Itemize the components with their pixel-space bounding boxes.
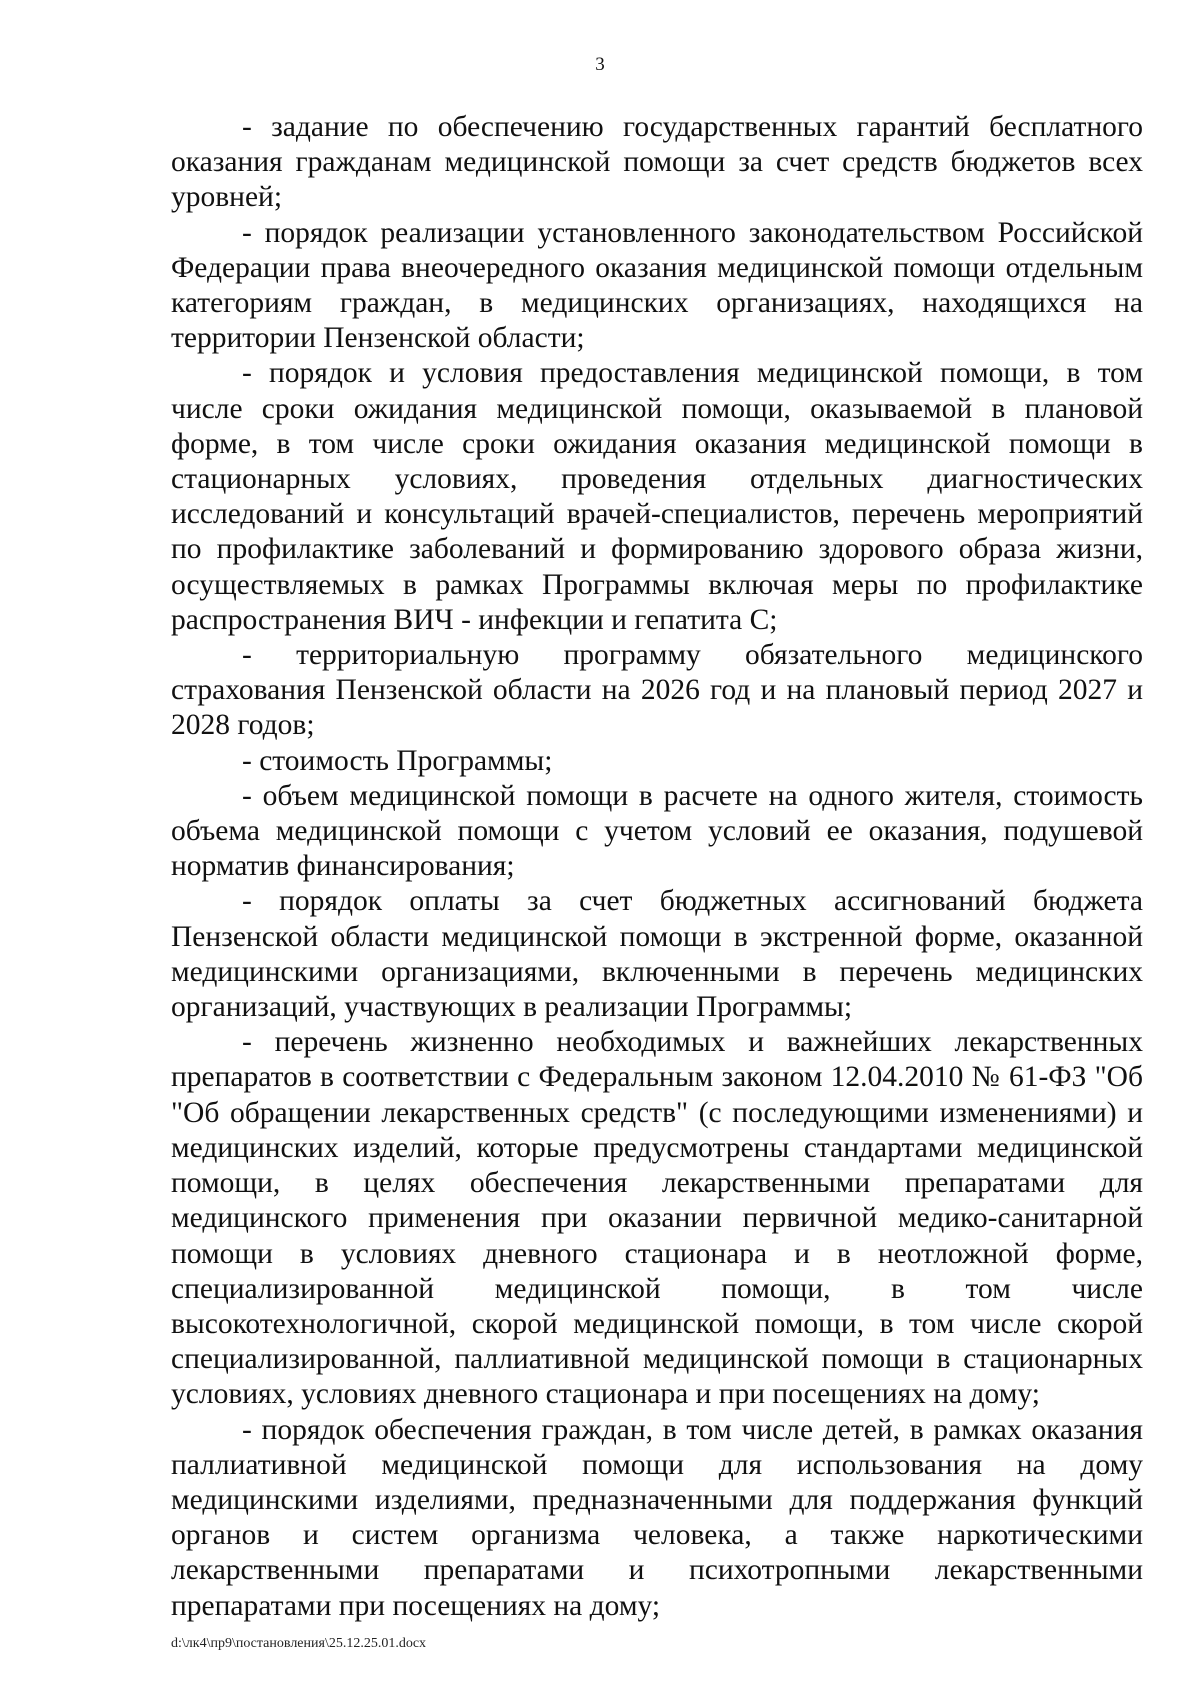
paragraph-program-cost: - стоимость Программы; — [242, 744, 553, 777]
paragraph-essential-drugs-list: - перечень жизненно необходимых и важнейших лекарственных препаратов в соответствии с Федеральным законом 12.04.2010 № 61-ФЗ "Об "Об обращении лекарственных средств" (с последующими изменениями) и медицинских изделий, которые предусмотрены стандартами медицинской помощи, в целях обеспечения лекарственными препаратами для медицинского применения при оказании первичной медико-санитарной помощи в условиях дневного стационара и в неотложной форме, специализированной медицинской помощи, в том числе высокотехнологичной, скорой медицинской помощи, в том числе скорой специализированной, паллиативной медицинской помощи в стационарных условиях, условиях дневного стационара и при посещениях на дому; — [171, 1026, 1143, 1411]
paragraph-oms-program: - территориальную программу обязательного медицинского страхования Пензенской области на 2026 год и на плановый период 2027 и 2028 годов; — [171, 639, 1143, 742]
paragraph-guarantees-task: - задание по обеспечению государственных гарантий бесплатного оказания гражданам медицинской помощи за счет средств бюджетов всех уровней; — [171, 111, 1143, 214]
paragraph-care-conditions: - порядок и условия предоставления медицинской помощи, в том числе сроки ожидания медицинской помощи, оказываемой в плановой форме, в том числе сроки ожидания оказания медицинской помощи в стационарных условиях, проведения отдельных диагностических исследований и консультаций врачей-специалистов, перечень мероприятий по профилактике заболеваний и формированию здорового образа жизни, осуществляемых в рамках Программы включая меры по профилактике распространения ВИЧ - инфекции и гепатита С; — [171, 357, 1143, 636]
document-body — [171, 110, 1143, 1624]
footer-file-path: d:\лк4\пр9\постановления\25.12.25.01.docx — [171, 1636, 427, 1651]
paragraph-care-volume: - объем медицинской помощи в расчете на одного жителя, стоимость объема медицинской помощи с учетом условий ее оказания, подушевой норматив финансирования; — [171, 779, 1143, 883]
paragraph-palliative-supply: - порядок обеспечения граждан, в том числе детей, в рамках оказания паллиативной медицинской помощи для использования на дому медицинскими изделиями, предназначенными для поддержания функций органов и систем организма человека, а также наркотическими лекарственными препаратами и психотропными лекарственными препаратами при посещениях на дому; — [171, 1413, 1143, 1622]
paragraph-priority-care-order: - порядок реализации установленного законодательством Российской Федерации права внеочередного оказания медицинской помощи отдельным категориям граждан, в медицинских организациях, находящихся на территории Пензенской области; — [171, 216, 1143, 355]
page-number: 3 — [595, 54, 605, 75]
paragraph-payment-order: - порядок оплаты за счет бюджетных ассигнований бюджета Пензенской области медицинской помощи в экстренной форме, оказанной медицинскими организациями, включенными в перечень медицинских организаций, участвующих в реализации Программы; — [171, 885, 1143, 1024]
